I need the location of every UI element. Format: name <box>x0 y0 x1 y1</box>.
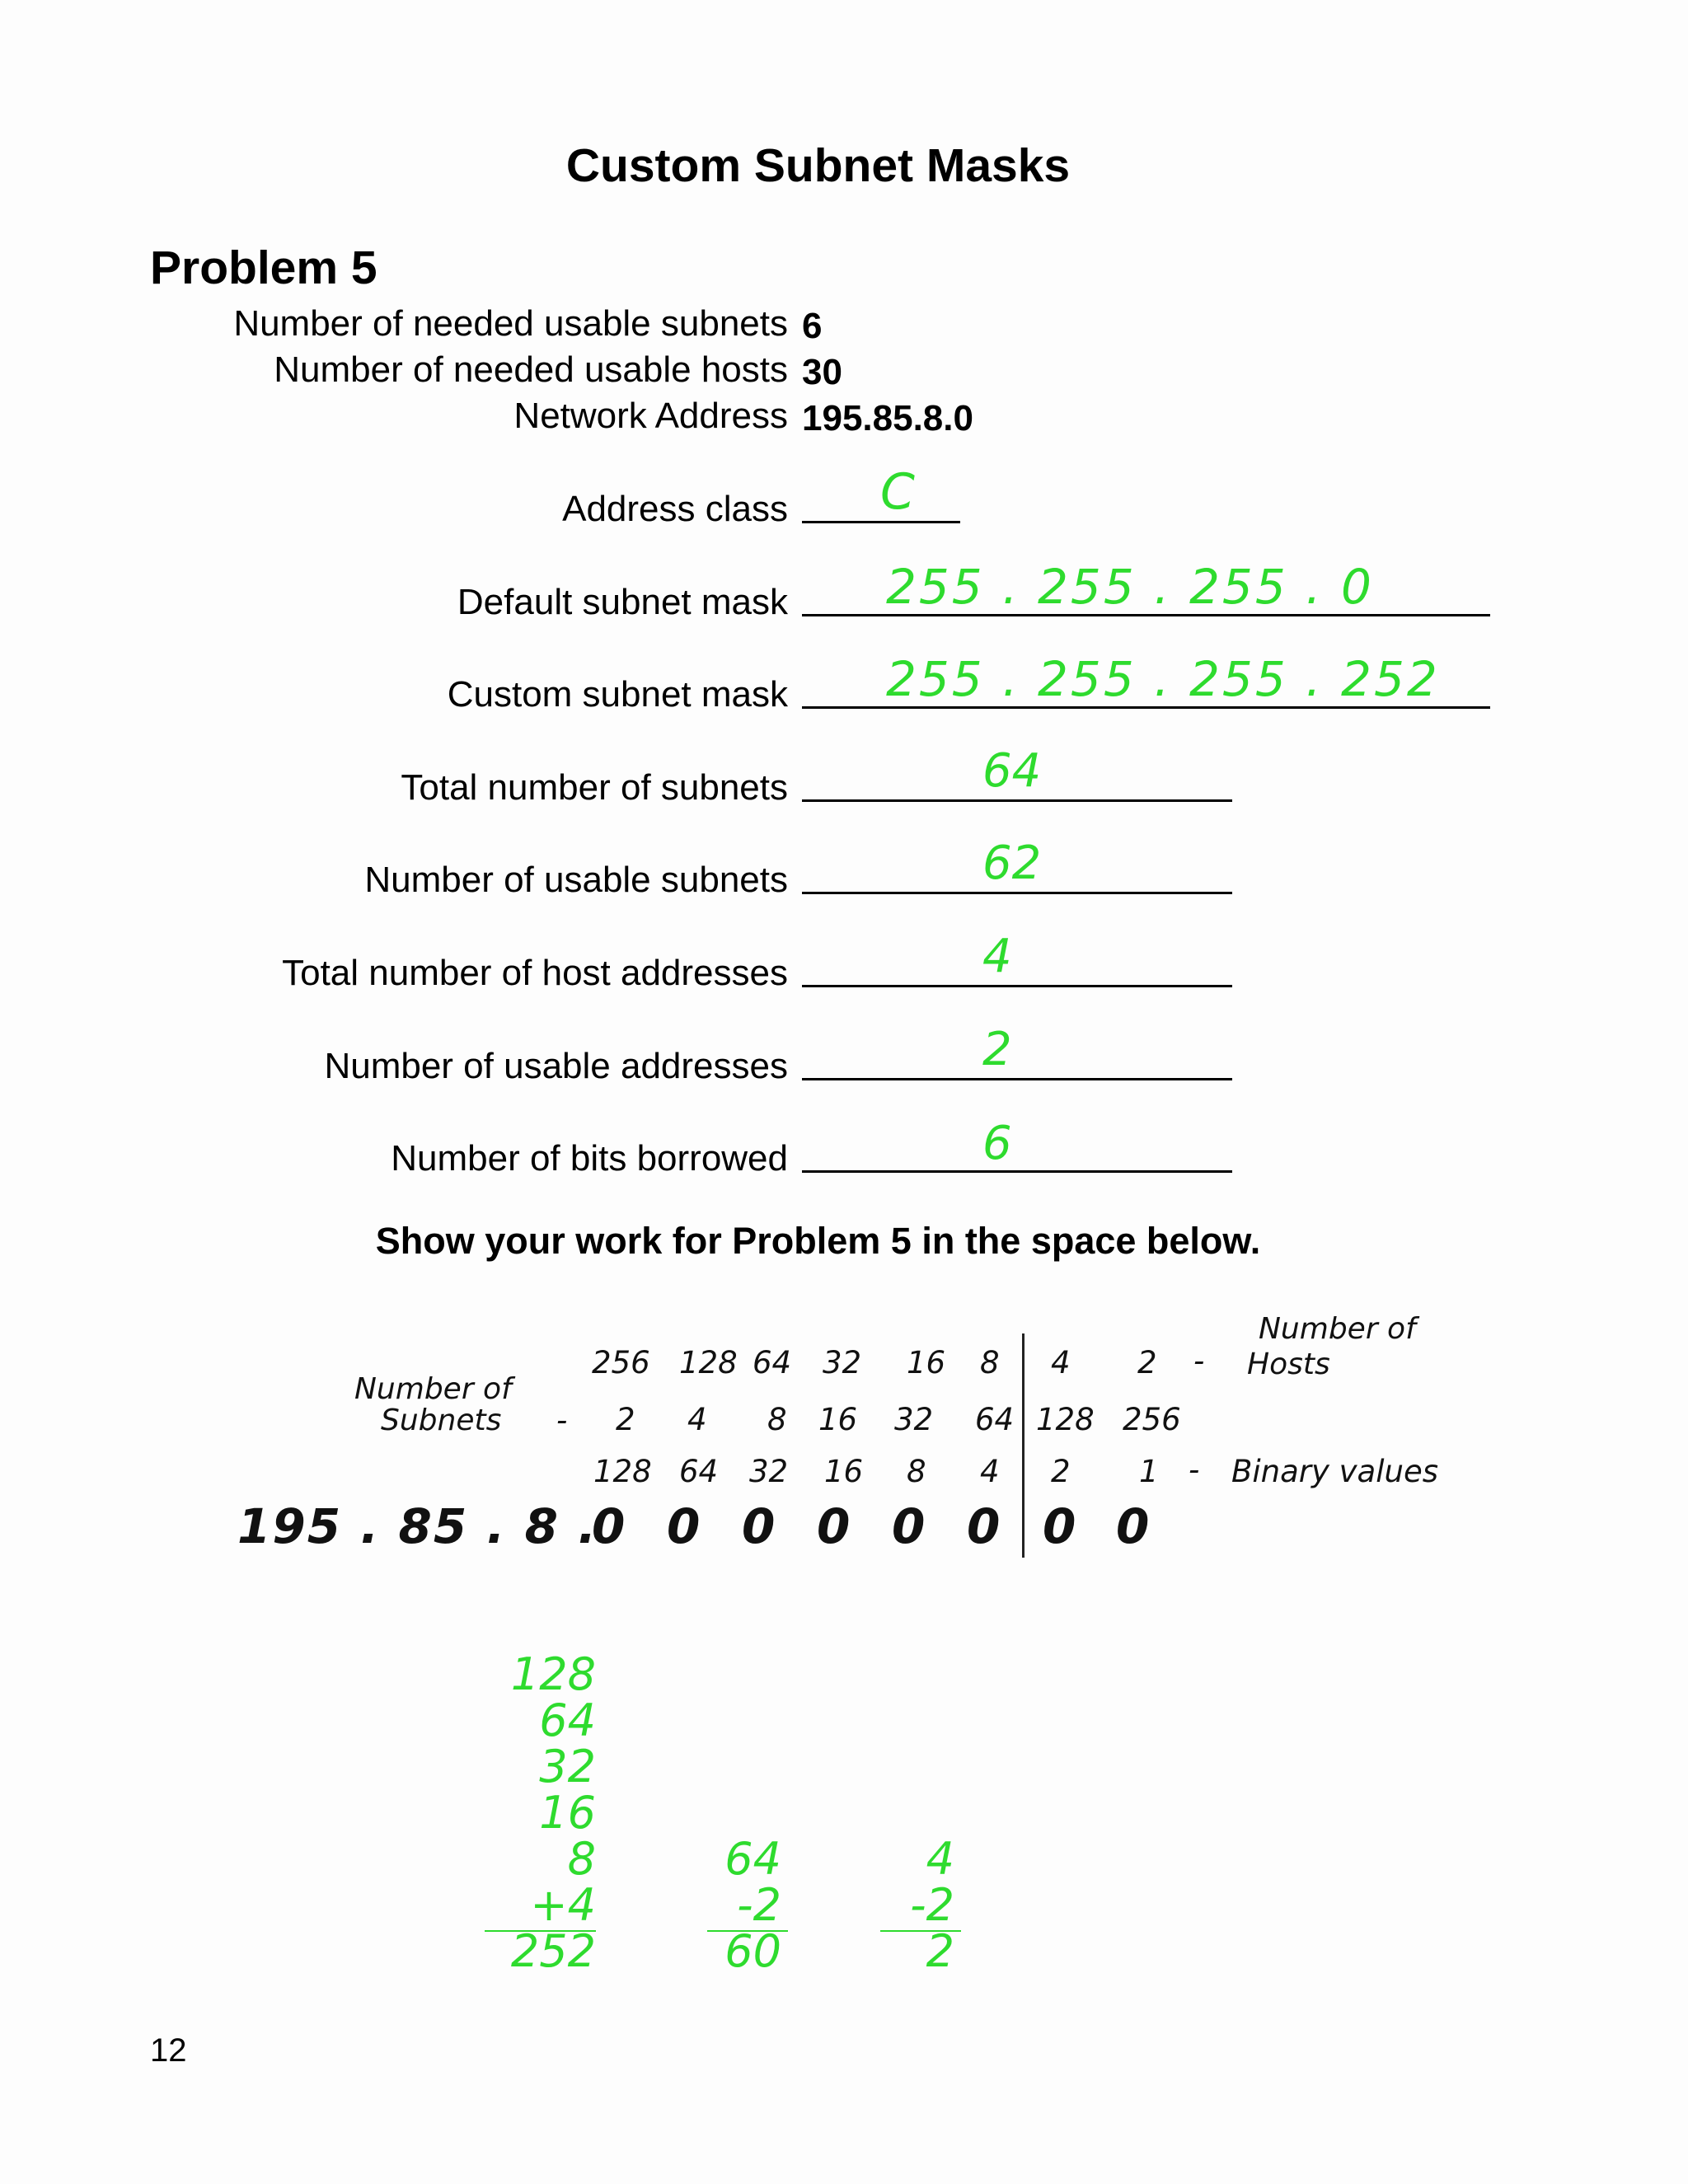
answer-line-address-class <box>802 521 960 523</box>
binary-value: 32 <box>749 1454 789 1489</box>
subnets-dash: - <box>556 1403 568 1438</box>
question-label-bits-borrowed: Number of bits borrowed <box>391 1138 788 1179</box>
hosts-value: 64 <box>753 1345 792 1380</box>
answer-custom-mask: 255 . 255 . 255 . 252 <box>886 651 1440 707</box>
answer-usable-addresses: 2 <box>982 1023 1012 1076</box>
hosts-dash: - <box>1193 1343 1205 1379</box>
hosts-label-line1: Number of <box>1259 1312 1416 1346</box>
sum3-term: 4 <box>926 1833 954 1885</box>
answer-total-hosts: 4 <box>982 930 1012 983</box>
page-number: 12 <box>150 2032 187 2069</box>
subnets-value: 256 <box>1123 1402 1181 1437</box>
hosts-value: 256 <box>592 1345 650 1380</box>
answer-line-bits-borrowed <box>802 1170 1232 1173</box>
question-label-usable-subnets: Number of usable subnets <box>364 860 788 900</box>
binary-dash: - <box>1189 1452 1200 1488</box>
bit: 0 <box>1043 1498 1076 1554</box>
subnets-value: 128 <box>1036 1402 1095 1437</box>
ip-prefix: 195 . 85 . 8 . <box>237 1498 598 1554</box>
problem-heading: Problem 5 <box>150 241 377 294</box>
binary-value: 128 <box>593 1454 652 1489</box>
answer-address-class: C <box>880 463 915 521</box>
answer-line-usable-subnets <box>802 892 1232 894</box>
hosts-value: 8 <box>980 1345 1000 1380</box>
question-label-total-hosts: Total number of host addresses <box>282 953 788 993</box>
sum1-term: 64 <box>539 1694 596 1746</box>
binary-value: 1 <box>1139 1454 1159 1489</box>
page-title: Custom Subnet Masks <box>565 139 1071 192</box>
given-label-hosts: Number of needed usable hosts <box>274 349 788 390</box>
binary-value: 16 <box>824 1454 864 1489</box>
sum1-term: 128 <box>510 1648 596 1700</box>
work-instruction: Show your work for Problem 5 in the space below. <box>375 1220 1261 1262</box>
subnets-value: 2 <box>616 1402 635 1437</box>
question-label-usable-addresses: Number of usable addresses <box>324 1046 788 1086</box>
given-value-subnets: 6 <box>802 306 823 346</box>
binary-values-label: Binary values <box>1231 1454 1438 1489</box>
answer-line-total-subnets <box>802 799 1232 802</box>
sum3-result: 2 <box>926 1925 954 1977</box>
hosts-value: 4 <box>1051 1345 1071 1380</box>
question-label-address-class: Address class <box>562 489 788 529</box>
sum1-term: 32 <box>539 1741 596 1793</box>
given-value-network: 195.85.8.0 <box>802 398 973 438</box>
binary-value: 64 <box>679 1454 719 1489</box>
sum1-term: 16 <box>539 1787 596 1839</box>
bit: 0 <box>967 1498 1001 1554</box>
hosts-label-line2: Hosts <box>1247 1347 1330 1381</box>
borrow-divider-line <box>1022 1333 1025 1558</box>
question-label-default-mask: Default subnet mask <box>457 582 788 622</box>
answer-usable-subnets: 62 <box>982 837 1042 890</box>
bit: 0 <box>1116 1498 1150 1554</box>
question-label-total-subnets: Total number of subnets <box>401 767 788 808</box>
answer-line-usable-addresses <box>802 1078 1232 1080</box>
bit: 0 <box>592 1498 626 1554</box>
hosts-value: 128 <box>679 1345 738 1380</box>
bit: 0 <box>892 1498 926 1554</box>
subnets-value: 32 <box>894 1402 934 1437</box>
hosts-value: 16 <box>907 1345 946 1380</box>
given-label-subnets: Number of needed usable subnets <box>233 303 788 344</box>
question-label-custom-mask: Custom subnet mask <box>447 674 788 715</box>
subnets-value: 16 <box>818 1402 858 1437</box>
subnets-label-line1: Number of <box>354 1372 512 1406</box>
binary-value: 4 <box>980 1454 1000 1489</box>
bit: 0 <box>667 1498 701 1554</box>
subnets-label-line2: Subnets <box>381 1404 502 1437</box>
bit: 0 <box>817 1498 851 1554</box>
answer-default-mask: 255 . 255 . 255 . 0 <box>886 559 1374 615</box>
subnets-value: 4 <box>687 1402 707 1437</box>
answer-total-subnets: 64 <box>982 744 1042 798</box>
sum1-term: 8 <box>567 1833 596 1885</box>
hosts-value: 32 <box>823 1345 862 1380</box>
sum2-result: 60 <box>724 1925 781 1977</box>
hosts-value: 2 <box>1137 1345 1157 1380</box>
bit: 0 <box>742 1498 776 1554</box>
subnets-value: 8 <box>767 1402 787 1437</box>
subnets-value: 64 <box>975 1402 1015 1437</box>
sum3-term: -2 <box>910 1879 954 1931</box>
answer-line-total-hosts <box>802 985 1232 987</box>
given-value-hosts: 30 <box>802 352 842 392</box>
binary-value: 8 <box>907 1454 926 1489</box>
binary-value: 2 <box>1051 1454 1071 1489</box>
answer-bits-borrowed: 6 <box>982 1117 1012 1170</box>
sum1-term: +4 <box>530 1879 596 1931</box>
given-label-network: Network Address <box>513 396 788 436</box>
sum1-result: 252 <box>510 1925 596 1977</box>
sum2-term: -2 <box>737 1879 781 1931</box>
sum2-term: 64 <box>724 1833 781 1885</box>
